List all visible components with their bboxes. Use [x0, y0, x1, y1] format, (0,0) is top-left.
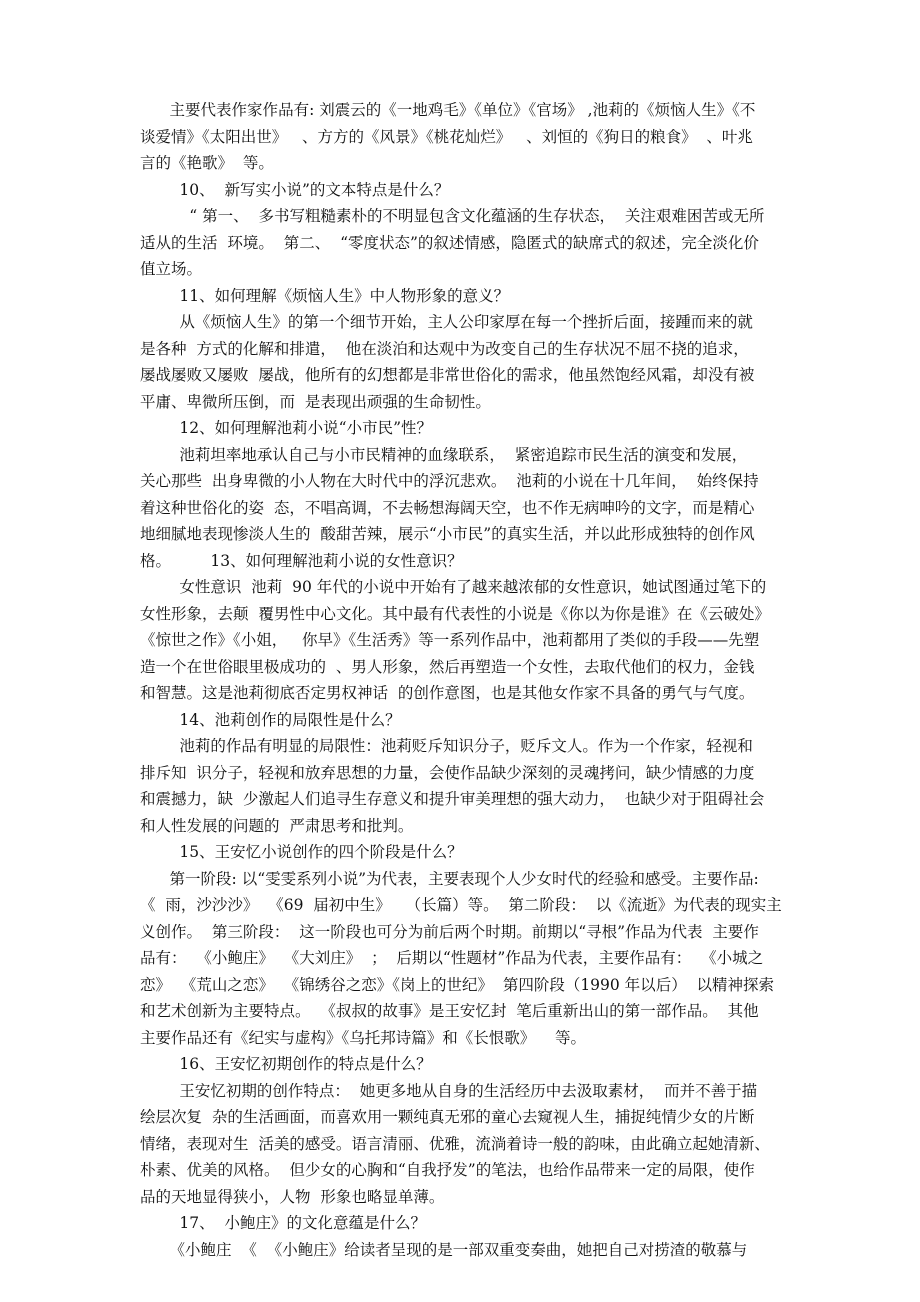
- text-line: 言的《艳歌》 等。: [140, 154, 274, 172]
- text-line: 和人性发展的问题的 严肃思考和批判。: [140, 816, 414, 835]
- text-line: 恋》 《荒山之恋》 《锦绣谷之恋》《岗上的世纪》 第四阶段（1990 年以后） 以精神探索: [140, 975, 775, 994]
- text-line: 绘层次复 杂的生活画面，而喜欢用一颗纯真无邪的童心去窥视人生，捕捉纯情少女的片断: [140, 1108, 755, 1126]
- answer-paragraph: [140, 442, 790, 575]
- text-line: 情绪，表现对生 活美的感受。语言清丽、优雅，流淌着诗一般的韵味，由此确立起她清新、: [140, 1134, 770, 1153]
- text-line: 11、如何理解《烦恼人生》中人物形象的意义？: [140, 286, 510, 305]
- text-line: 造一个在世俗眼里极成功的 、男人形象，然后再塑造一个女性，去取代他们的权力，金钱: [140, 657, 755, 676]
- text-line: 屡战屡败又屡败 屡战，他所有的幻想都是非常世俗化的需求，他虽然饱经风霜，却没有被: [140, 366, 755, 384]
- text-line: “ 第一、 多书写粗糙素朴的不明显包含文化蕴涵的生存状态， 关注艰难困苦或无所: [140, 207, 765, 225]
- answer-paragraph: [140, 97, 790, 177]
- answer-paragraph: [140, 866, 790, 1052]
- text-line: 和智慧。这是池莉彻底否定男权神话 的创作意图，也是其他女作家不具备的勇气与气度。: [140, 684, 755, 702]
- text-line: 平庸、卑微所压倒，而 是表现出顽强的生命韧性。: [140, 392, 491, 411]
- text-line: 池莉的作品有明显的局限性：池莉贬斥知识分子，贬斥文人。作为一个作家，轻视和: [140, 737, 753, 755]
- question-heading: [140, 1051, 790, 1078]
- text-line: 王安忆初期的创作特点： 她更多地从自身的生活经历中去汲取素材， 而并不善于描: [140, 1081, 758, 1100]
- text-line: 关心那些 出身卑微的小人物在大时代中的浮沉悲欢。 池莉的小说在十几年间， 始终保持: [140, 472, 759, 490]
- question-heading: [140, 839, 790, 866]
- text-line: 17、 小鲍庄》的文化意蕴是什么？: [140, 1214, 426, 1232]
- text-line: 女性意识 池莉 90 年代的小说中开始有了越来越浓郁的女性意识，她试图通过笔下的: [140, 578, 767, 596]
- text-line: 谈爱情》《太阳出世》 、方方的《风景》《桃花灿烂》 、刘恒的《狗日的粮食》 、叶兆: [140, 127, 753, 146]
- text-line: 第一阶段: 以“雯雯系列小说”为代表，主要表现个人少女时代的经验和感受。主要作品:: [140, 869, 759, 888]
- answer-paragraph: [140, 309, 790, 415]
- question-heading: [140, 177, 790, 204]
- answer-paragraph: [140, 574, 790, 707]
- text-line: 格。 13、如何理解池莉小说的女性意识？: [140, 551, 463, 570]
- text-line: 池莉坦率地承认自己与小市民精神的血缘联系， 紧密追踪市民生活的演变和发展，: [140, 445, 748, 464]
- question-heading: [140, 707, 790, 734]
- text-line: 义创作。 第三阶段： 这一阶段也可分为前后两个时期。前期以“寻根”作品为代表 主要作: [140, 922, 759, 941]
- answer-paragraph: [140, 1237, 790, 1264]
- text-line: 适从的生活 环境。 第二、 “零度状态”的叙述情感，隐匿式的缺席式的叙述，完全淡化价: [140, 233, 759, 252]
- text-line: 从《烦恼人生》的第一个细节开始，主人公印家厚在每一个挫折后面，接踵而来的就: [140, 313, 753, 331]
- answer-paragraph: [140, 203, 790, 283]
- text-line: 着这种世俗化的姿 态，不唱高调，不去畅想海阔天空，也不作无病呻吟的文字，而是精心: [140, 498, 755, 517]
- text-line: 是各种 方式的化解和排遣， 他在淡泊和达观中为改变自己的生存状况不屈不挠的追求，: [140, 339, 749, 358]
- question-heading: [140, 415, 790, 442]
- text-line: 10、 新写实小说”的文本特点是什么？: [140, 180, 450, 199]
- text-line: 品有： 《小鲍庄》 《大刘庄》 ； 后期以“性题材”作品为代表，主要作品有： 《小城之: [140, 949, 764, 967]
- text-line: 排斥知 识分子，轻视和放弃思想的力量，会使作品缺少深刻的灵魂拷问，缺少情感的力度: [140, 763, 755, 782]
- text-line: 《 雨，沙沙沙》 《69 届初中生》 （长篇）等。 第二阶段： 以《流逝》为代表的现实主: [140, 896, 782, 914]
- text-line: 和震撼力，缺 少激起人们追寻生存意义和提升审美理想的强大动力， 也缺少对于阻碍社会: [140, 790, 765, 808]
- text-line: 和艺术创新为主要特点。 《叔叔的故事》是王安忆封 笔后重新出山的第一部作品。 其他: [140, 1002, 759, 1020]
- text-line: 主要作品还有《纪实与虚构》《乌托邦诗篇》和《长恨歌》 等。: [140, 1028, 586, 1047]
- text-line: 品的天地显得狭小，人物 形象也略显单薄。: [140, 1187, 445, 1206]
- text-line: 地细腻地表现惨淡人生的 酸甜苦辣，展示“小市民”的真实生活，并以此形成独特的创作风: [140, 525, 755, 543]
- text-line: 12、如何理解池莉小说“小市民”性？: [140, 419, 432, 437]
- question-heading: [140, 1210, 790, 1237]
- question-heading: [140, 283, 790, 310]
- answer-paragraph: [140, 1078, 790, 1211]
- text-line: 14、池莉创作的局限性是什么？: [140, 710, 401, 729]
- text-line: 主要代表作家作品有: 刘震云的《一地鸡毛》《单位》《官场》 ,池莉的《烦恼人生》《不: [140, 101, 756, 119]
- text-line: 15、王安忆小说创作的四个阶段是什么？: [140, 843, 463, 861]
- text-line: 16、王安忆初期创作的特点是什么？: [140, 1055, 432, 1073]
- text-line: 朴素、优美的风格。 但少女的心胸和“自我抒发”的笔法，也给作品带来一定的局限，使作: [140, 1161, 755, 1179]
- text-line: 女性形象，去颠 覆男性中心文化。其中最有代表性的小说是《你以为你是谁》在《云破处》: [140, 604, 770, 623]
- text-line: 《惊世之作》《小姐， 你早》《生活秀》等一系列作品中，池莉都用了类似的手段——先塑: [140, 631, 760, 649]
- text-line: 值立场。: [140, 260, 203, 278]
- answer-paragraph: [140, 733, 790, 839]
- text-line: 《小鲍庄 《 《小鲍庄》给读者呈现的是一部双重变奏曲，她把自己对捞渣的敬慕与: [140, 1240, 748, 1259]
